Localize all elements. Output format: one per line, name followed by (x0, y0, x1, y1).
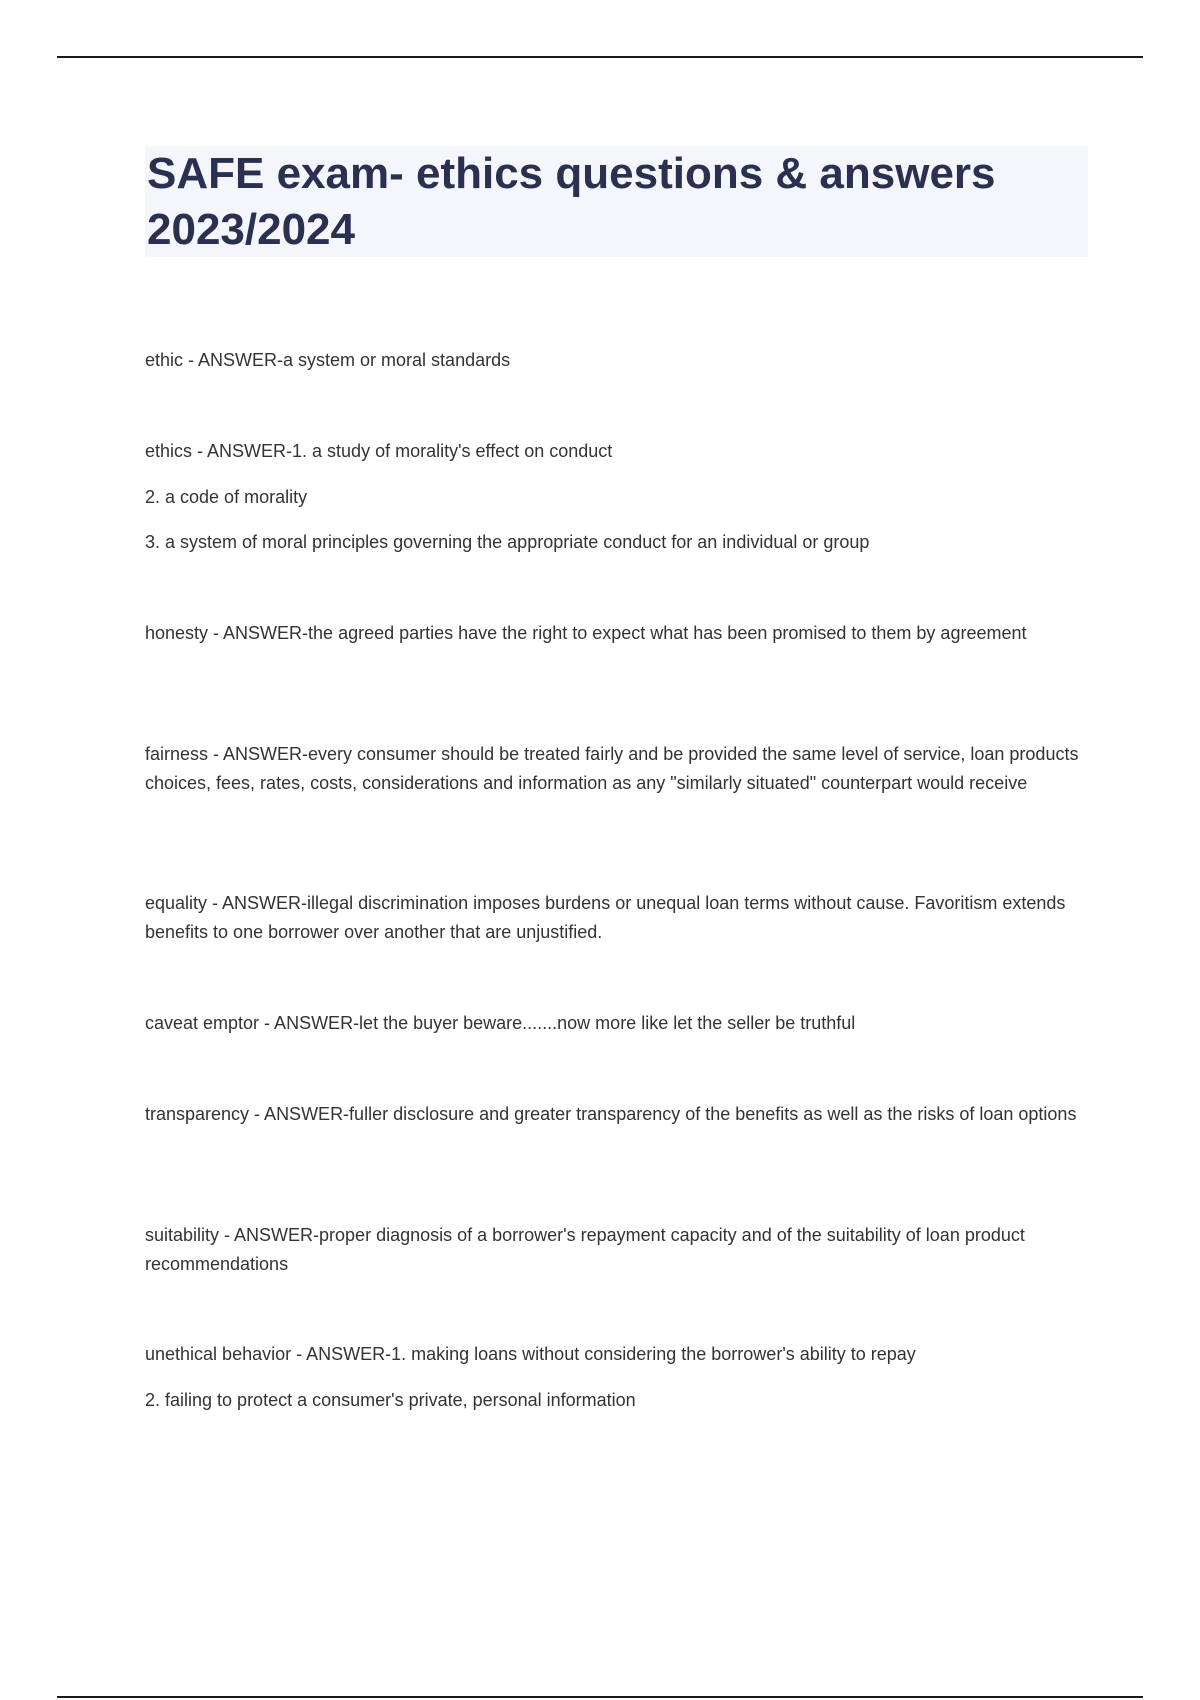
entry-unethical-behavior-line-2: 2. failing to protect a consumer's private, personal information (145, 1390, 636, 1410)
header-rule (57, 56, 1143, 58)
entry-ethics-line-2: 2. a code of morality (145, 487, 308, 507)
page-title: SAFE exam- ethics questions & answers 2023/2024 (147, 149, 996, 254)
footer-rule (57, 1696, 1143, 1698)
entry-ethics: ethics - ANSWER-1. a study of morality's effect on conduct (145, 441, 613, 461)
entry-suitability: suitability - ANSWER-proper diagnosis of a borrower's repayment capacity and of the suitability of loan product recommendations (145, 1225, 1025, 1274)
entry-caveat-emptor: caveat emptor - ANSWER-let the buyer beware.......now more like let the seller be truthful (145, 1013, 856, 1033)
entry-unethical-behavior: unethical behavior - ANSWER-1. making loans without considering the borrower's ability to repay (145, 1344, 916, 1364)
entry-ethic: ethic - ANSWER-a system or moral standards (145, 350, 511, 370)
entry-ethics-line-3: 3. a system of moral principles governing the appropriate conduct for an individual or group (145, 532, 870, 552)
entry-fairness: fairness - ANSWER-every consumer should be treated fairly and be provided the same level of service, loan products choices, fees, rates, costs, considerations and information as any "similarly situated" counterpart would receive (145, 744, 1079, 793)
entry-honesty: honesty - ANSWER-the agreed parties have the right to expect what has been promised to them by agreement (145, 623, 1027, 643)
entry-transparency: transparency - ANSWER-fuller disclosure and greater transparency of the benefits as well as the risks of loan options (145, 1104, 1077, 1124)
entry-equality: equality - ANSWER-illegal discrimination imposes burdens or unequal loan terms without cause. Favoritism extends benefits to one borrower over another that are unjustified. (145, 893, 1066, 942)
